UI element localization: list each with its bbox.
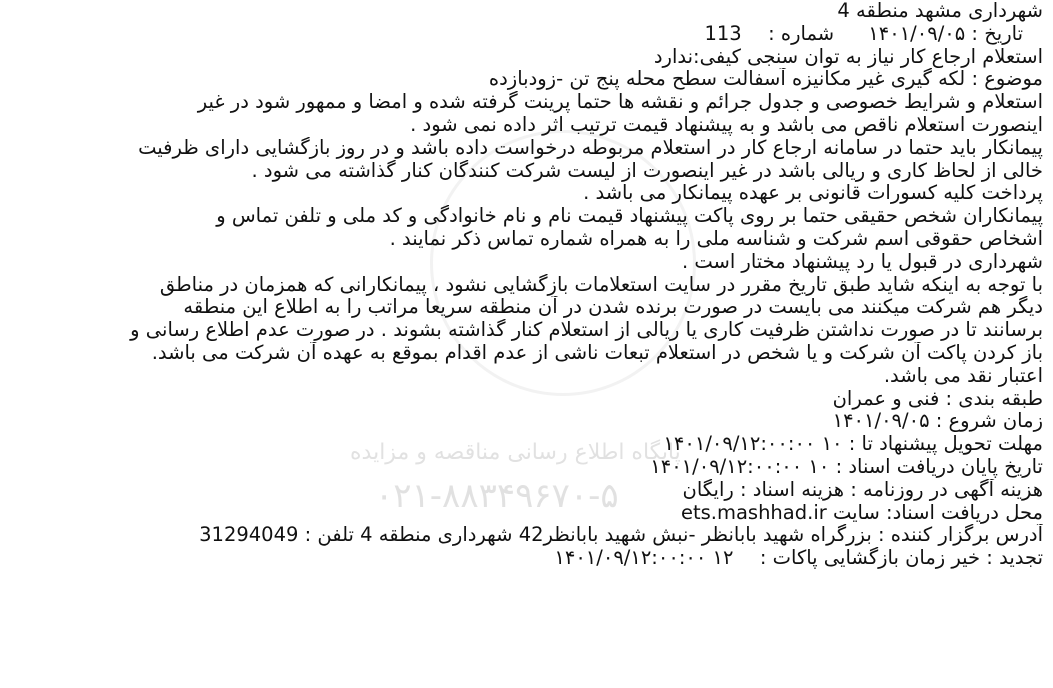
body-line: دیگر هم شرکت میکنند می بایست در صورت برنده شدن در آن منطقه سریعا مراتب را به اطلاع این منطقه <box>183 296 1043 319</box>
docs-place-line <box>10 502 1043 525</box>
subject-line: استعلام ارجاع کار نیاز به توان سنجی کیفی:ندارد <box>653 45 1043 68</box>
body-line: باز کردن پاکت آن شرکت و یا شخص در استعلام تبعات ناشی از عدم اقدام بموقع به عهده آن شرکت می باشد. <box>151 341 1043 364</box>
deadline-line <box>10 433 1043 456</box>
body-line: اینصورت استعلام ناقص می باشد و به پیشنهاد قیمت ترتیب اثر داده نمی شود . <box>410 113 1043 136</box>
docs-end-value: ۱۴۰۱/۰۹/۱۲:۰۰:۰۰ ۱۰ <box>650 455 830 478</box>
deadline-value: ۱۴۰۱/۰۹/۱۲:۰۰:۰۰ ۱۰ <box>663 433 843 456</box>
date-value: ۱۴۰۱/۰۹/۰۵ <box>868 22 966 45</box>
docs-end-line <box>10 456 1043 479</box>
renewal-label: تجدید : خیر زمان بازگشایی پاکات : <box>759 547 1043 570</box>
body-line: پرداخت کلیه کسورات قانونی بر عهده پیمانکار می باشد . <box>583 182 1043 205</box>
body-line: پیمانکاران شخص حقیقی حتما بر روی پاکت پیشنهاد قیمت نام و نام خانوادگی و کد ملی و تلفن تماس و <box>216 205 1043 228</box>
body-line: با توجه به اینکه شاید طبق تاریخ مقرر در سایت استعلامات بازگشایی نشود ، پیمانکارانی که همزمان در مناطق <box>159 273 1043 296</box>
renewal-value: ۱۴۰۱/۰۹/۱۲:۰۰:۰۰ ۱۲ <box>554 547 734 570</box>
number-value: 113 <box>704 22 742 45</box>
start-value: ۱۴۰۱/۰۹/۰۵ <box>832 410 930 433</box>
number-label: شماره : <box>768 22 835 45</box>
date-label: تاریخ : <box>971 22 1023 45</box>
address-line <box>10 524 1043 547</box>
renewal-line <box>10 547 1043 570</box>
ad-cost-line: هزینه آگهی در روزنامه : هزینه اسناد : رایگان <box>682 478 1043 501</box>
body-line: خالی از لحاظ کاری و ریالی باشد در غیر اینصورت از لیست شرکت کنندگان کنار گذاشته می شود . <box>251 159 1043 182</box>
body-line: برسانند تا در صورت نداشتن ظرفیت کاری یا ریالی از استعلام کنار گذاشته بشوند . در صورت عدم اطلاع رسانی و <box>130 319 1043 342</box>
start-line <box>10 410 1043 433</box>
topic-line: موضوع : لکه گیری غیر مکانیزه آسفالت سطح محله پنج تن -زودبازده <box>488 68 1043 91</box>
organizer-phone: 31294049 <box>199 524 299 547</box>
body-line: شهرداری در قبول یا رد پیشنهاد مختار است . <box>681 250 1043 273</box>
start-label: زمان شروع : <box>935 410 1043 433</box>
body-line: استعلام و شرایط خصوصی و جدول جرائم و نقشه ها حتما پرینت گرفته شده و امضا و ممهور شود در غیر <box>197 91 1043 114</box>
watermark-phone: ۰۲۱-۸۸۳۴۹۶۷۰-۵ <box>375 476 619 516</box>
docs-end-label: تاریخ پایان دریافت اسناد : <box>835 455 1043 478</box>
date-number-line <box>10 23 1043 46</box>
deadline-label: مهلت تحویل پیشنهاد تا : <box>848 433 1043 456</box>
organizer-address: آدرس برگزار کننده : بزرگراه شهید بابانظر -نبش شهید بابانظر42 شهرداری منطقه 4 تلفن : <box>304 524 1043 547</box>
docs-place-link[interactable]: ets.mashhad.ir <box>680 501 827 524</box>
tender-document <box>10 0 1043 570</box>
org-name: شهرداری مشهد منطقه 4 <box>837 0 1043 22</box>
body-line: پیمانکار باید حتما در سامانه ارجاع کار در استعلام مربوطه درخواست داده باشد و در روز بازگشایی دارای ظرفیت <box>138 136 1043 159</box>
docs-place-label: محل دریافت اسناد: سایت <box>832 501 1043 524</box>
watermark-text: پایگاه اطلاع رسانی مناقصه و مزایده <box>350 440 681 465</box>
category-line: طبقه بندی : فنی و عمران <box>832 387 1043 410</box>
body-line: اشخاص حقوقی اسم شرکت و شناسه ملی را به همراه شماره تماس ذکر نمایند . <box>389 227 1043 250</box>
body-line: اعتبار نقد می باشد. <box>883 364 1043 387</box>
